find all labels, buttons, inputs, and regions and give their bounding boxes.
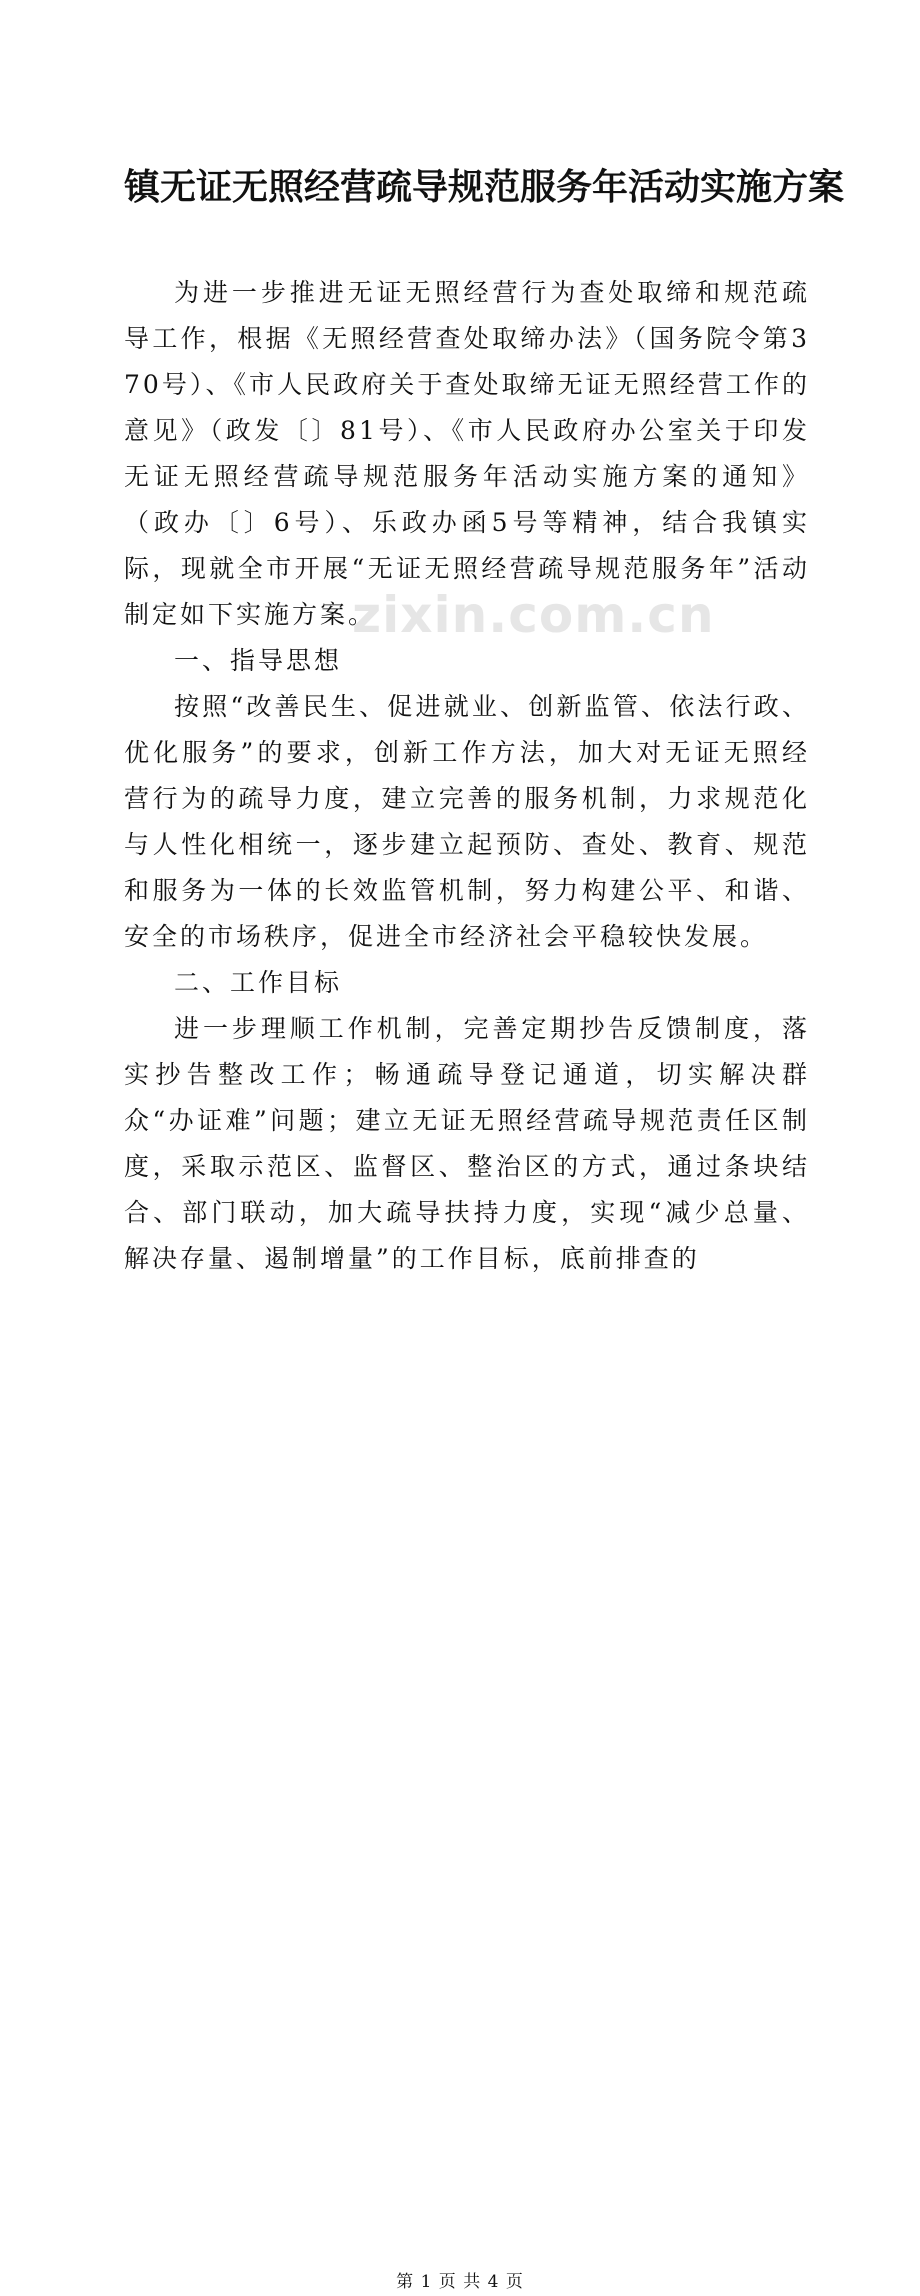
paragraph-guiding-thought: 按照“改善民生、促进就业、创新监管、依法行政、优化服务”的要求，创新工作方法，加大对无证无照经营行为的疏导力度，建立完善的服务机制，力求规范化与人性化相统一，逐步建立起预防、查处、教育、规范和服务为一体的长效监管机制，努力构建公平、和谐、安全的市场秩序，促进全市经济社会平稳较快发展。	[124, 692, 810, 951]
section-heading-guiding-thought: 一、指导思想	[174, 646, 343, 675]
page-footer: 第 1 页 共 4 页	[396, 2272, 524, 2292]
watermark: zixin.com.cn	[352, 586, 715, 644]
paragraph-work-goal: 进一步理顺工作机制，完善定期抄告反馈制度，落实抄告整改工作；畅通疏导登记通道，切实解决群众“办证难”问题；建立无证无照经营疏导规范责任区制度，采取示范区、监督区、整治区的方式，通过条块结合、部门联动，加大疏导扶持力度，实现“减少总量、解决存量、遏制增量”的工作目标，底前排查的	[124, 1014, 810, 1273]
paragraph-intro: 为进一步推进无证无照经营行为查处取缔和规范疏导工作，根据《无照经营查处取缔办法》（国务院令第370号）、《市人民政府关于查处取缔无证无照经营工作的意见》（政发〔〕81号）、《市人民政府办公室关于印发无证无照经营疏导规范服务年活动实施方案的通知》（政办〔〕6号）、乐政办函5号等精神，结合我镇实际，现就全市开展“无证无照经营疏导规范服务年”活动制定如下实施方案。	[124, 278, 810, 629]
document-body	[124, 270, 810, 1282]
document-title: 镇无证无照经营疏导规范服务年活动实施方案	[124, 166, 845, 208]
section-heading-work-goal: 二、工作目标	[174, 968, 343, 997]
